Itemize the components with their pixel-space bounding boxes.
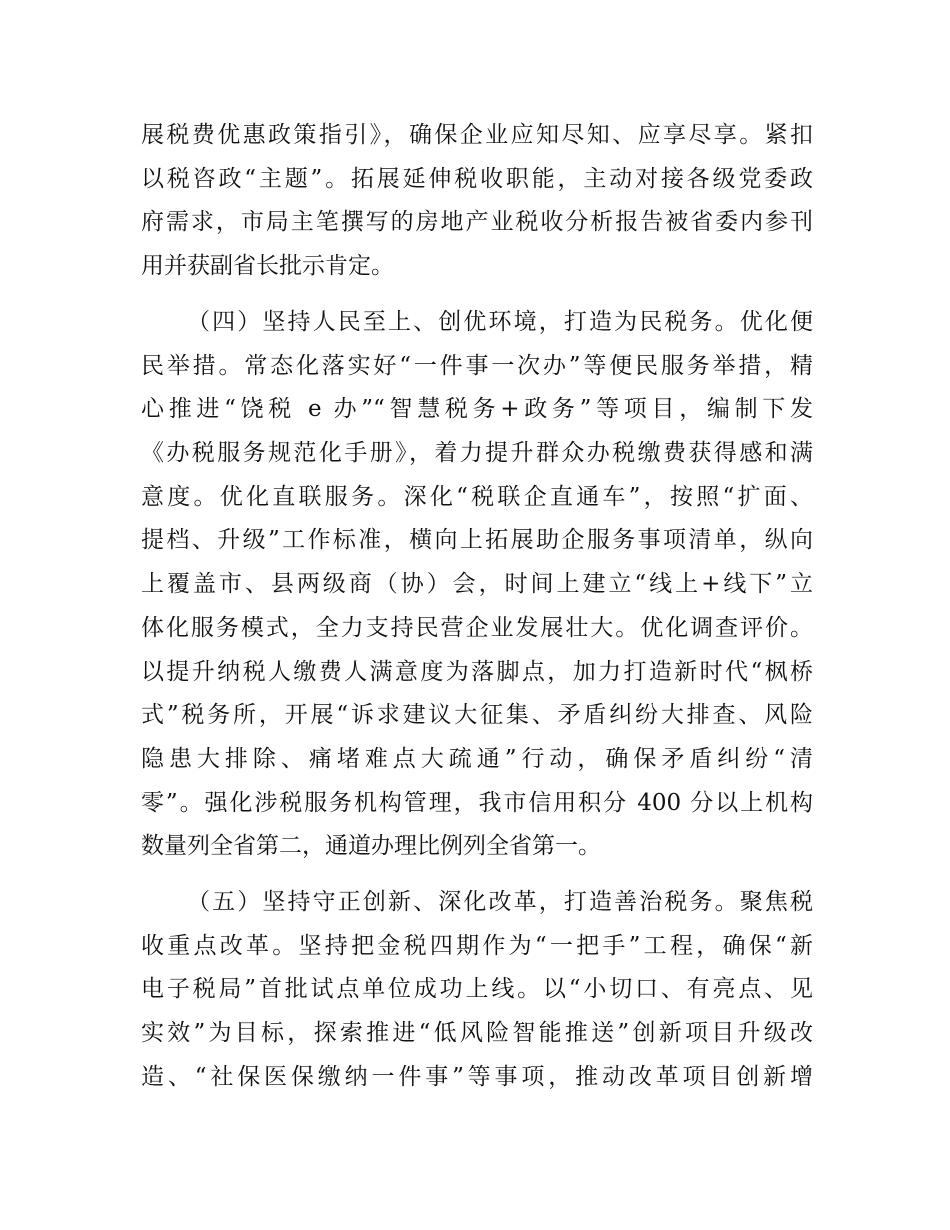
paragraph-line: 体化服务模式，全力支持民营企业发展壮大。优化调查评价。: [141, 614, 813, 641]
paragraph-line: 上覆盖市、县两级商（协）会，时间上建立“线上+线下”立: [141, 571, 813, 598]
paragraph-2: [141, 301, 813, 869]
paragraph-line: 零”。强化涉税服务机构管理，我市信用积分 400 分以上机构: [141, 789, 813, 816]
paragraph-line: 心推进“饶税 e 办”“智慧税务+政务”等项目，编制下发: [141, 396, 813, 423]
paragraph-line: 收重点改革。坚持把金税四期作为“一把手”工程，确保“新: [141, 932, 813, 959]
paragraph-line: 展税费优惠政策指引》，确保企业应知尽知、应享尽享。紧扣: [141, 122, 813, 148]
paragraph-line: 式”税务所，开展“诉求建议大征集、矛盾纠纷大排查、风险: [141, 702, 813, 729]
paragraph-line: 提档、升级”工作标准，横向上拓展助企服务事项清单，纵向: [141, 527, 813, 554]
paragraph-3: [141, 881, 813, 1099]
paragraph-line: 《办税服务规范化手册》，着力提升群众办税缴费获得感和满: [141, 440, 813, 467]
paragraph-line: （五）坚持守正创新、深化改革，打造善治税务。聚焦税: [187, 889, 813, 915]
paragraph-line: （四）坚持人民至上、创优环境，打造为民税务。优化便: [187, 309, 813, 335]
paragraph-line: 以提升纳税人缴费人满意度为落脚点，加力打造新时代“枫桥: [141, 658, 813, 685]
paragraph-line: 意度。优化直联服务。深化“税联企直通车”，按照“扩面、: [141, 483, 813, 510]
paragraph-line: 电子税局”首批试点单位成功上线。以“小切口、有亮点、见: [141, 976, 813, 1003]
paragraph-1: [141, 114, 813, 289]
paragraph-line: 隐患大排除、痛堵难点大疏通”行动，确保矛盾纠纷“清: [141, 745, 813, 772]
paragraph-line: 造、“社保医保缴纳一件事”等事项，推动改革项目创新增: [141, 1063, 813, 1090]
paragraph-line: 用并获副省长批示肯定。: [141, 253, 394, 280]
paragraph-line: 民举措。常态化落实好“一件事一次办”等便民服务举措，精: [141, 352, 813, 379]
paragraph-line: 以税咨政“主题”。拓展延伸税收职能，主动对接各级党委政: [141, 165, 813, 192]
paragraph-line: 数量列全省第二，通道办理比例列全省第一。: [141, 833, 601, 860]
paragraph-line: 实效”为目标，探索推进“低风险智能推送”创新项目升级改: [141, 1020, 813, 1047]
paragraph-line: 府需求，市局主笔撰写的房地产业税收分析报告被省委内参刊: [141, 209, 813, 236]
